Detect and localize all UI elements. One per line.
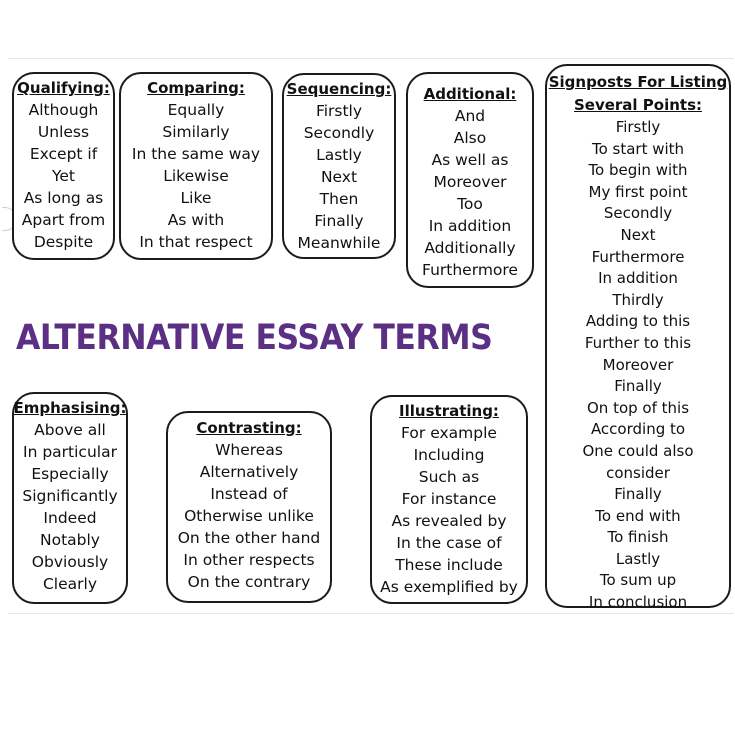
comparing-term: As with — [167, 211, 225, 229]
emphasising-heading: Emphasising: — [13, 399, 127, 417]
comparing-term-list — [132, 99, 260, 253]
signposts-term: To end with — [595, 506, 681, 525]
qualifying-term: Although — [28, 101, 99, 119]
signposts-term: To begin with — [588, 161, 688, 180]
qualifying-heading: Qualifying: — [17, 79, 110, 97]
additional-heading: Additional: — [423, 85, 517, 103]
additional-term-list — [422, 105, 518, 281]
emphasising-term: Obviously — [31, 553, 109, 571]
sequencing-term: Lastly — [316, 146, 362, 164]
contrasting-term: Alternatively — [199, 463, 299, 481]
illustrating-term: In the case of — [396, 534, 502, 552]
comparing-term: Like — [180, 189, 212, 207]
signposts-term: Thirdly — [612, 290, 664, 309]
emphasising-term: Notably — [40, 531, 100, 549]
qualifying-term: Despite — [33, 233, 94, 251]
signposts-term: Moreover — [602, 355, 674, 374]
emphasising-box — [12, 392, 128, 604]
illustrating-term: As revealed by — [391, 512, 507, 530]
signposts-term: consider — [606, 463, 670, 482]
additional-term: Additionally — [424, 239, 516, 257]
sequencing-term: Secondly — [303, 124, 375, 142]
illustrating-term: Including — [413, 446, 485, 464]
signposts-term: Firstly — [615, 118, 661, 136]
signposts-box — [545, 64, 731, 612]
sequencing-term: Firstly — [315, 102, 363, 120]
emphasising-term: In particular — [23, 443, 117, 461]
qualifying-term: Apart from — [21, 211, 106, 229]
comparing-term: Likewise — [163, 167, 229, 185]
signposts-term: According to — [590, 420, 686, 439]
sequencing-term: Then — [319, 190, 359, 208]
comparing-term: In that respect — [139, 233, 253, 251]
illustrating-term-list — [380, 422, 518, 598]
additional-term: Too — [457, 195, 483, 213]
sequencing-term: Meanwhile — [297, 234, 381, 252]
signposts-term: To start with — [591, 139, 685, 158]
contrasting-box — [166, 411, 332, 603]
signposts-heading-line1: Signposts For Listing — [548, 73, 728, 91]
qualifying-box — [12, 72, 115, 260]
signposts-term: To finish — [607, 528, 669, 547]
sequencing-term: Next — [320, 168, 358, 186]
additional-term: Also — [453, 129, 487, 147]
contrasting-term: On the contrary — [187, 573, 311, 591]
illustrating-term: These include — [395, 556, 503, 574]
contrasting-term-list — [178, 439, 321, 593]
sequencing-box — [282, 73, 396, 259]
illustrating-term: For instance — [401, 490, 497, 508]
signposts-term: On top of this — [586, 398, 690, 417]
signposts-term: Further to this — [584, 333, 692, 352]
additional-term: Moreover — [433, 173, 507, 191]
illustrating-term: As exemplified by — [380, 578, 518, 596]
signposts-term: To sum up — [599, 571, 677, 590]
emphasising-term: Especially — [31, 465, 109, 483]
contrasting-term: On the other hand — [177, 529, 321, 547]
contrasting-heading: Contrasting: — [196, 419, 302, 437]
illustrating-heading: Illustrating: — [399, 402, 499, 420]
comparing-term: Similarly — [162, 123, 230, 141]
additional-term: In addition — [428, 217, 512, 235]
signposts-term-list — [582, 117, 693, 614]
poster-title: ALTERNATIVE ESSAY TERMS — [16, 318, 493, 358]
signposts-term: One could also — [582, 441, 694, 460]
signposts-term: Lastly — [615, 549, 661, 568]
signposts-heading-line2: Several Points: — [573, 96, 703, 114]
signposts-term: In addition — [598, 269, 678, 288]
qualifying-term: Except if — [29, 145, 98, 163]
emphasising-term: Indeed — [43, 509, 97, 527]
illustrating-box — [370, 395, 528, 604]
emphasising-term: Significantly — [22, 487, 118, 505]
additional-term: And — [454, 107, 486, 125]
sequencing-heading: Sequencing: — [286, 80, 392, 98]
qualifying-term: As long as — [23, 189, 104, 207]
comparing-term: Equally — [167, 101, 225, 119]
signposts-term: Secondly — [603, 204, 673, 223]
sequencing-term-list — [298, 100, 381, 254]
qualifying-term: Yet — [51, 167, 75, 185]
emphasising-term: Above all — [34, 421, 106, 439]
additional-term: As well as — [431, 151, 509, 169]
contrasting-term: Otherwise unlike — [184, 507, 314, 525]
signposts-term: Finally — [614, 485, 662, 504]
signposts-term: In conclusion — [588, 593, 688, 612]
additional-box — [406, 72, 534, 288]
comparing-term: In the same way — [131, 145, 261, 163]
signposts-term: Next — [620, 225, 656, 244]
illustrating-term: Such as — [418, 468, 480, 486]
signposts-term: Adding to this — [585, 312, 691, 331]
contrasting-term: Whereas — [215, 441, 283, 459]
signposts-term: My first point — [588, 182, 688, 201]
comparing-box — [119, 72, 273, 260]
emphasising-term: Clearly — [42, 575, 97, 593]
emphasising-term-list — [22, 419, 117, 595]
additional-term: Furthermore — [422, 261, 518, 279]
qualifying-term-list — [22, 99, 105, 253]
qualifying-term: Unless — [37, 123, 90, 141]
signposts-term: Finally — [614, 377, 662, 396]
sequencing-term: Finally — [314, 212, 364, 230]
comparing-heading: Comparing: — [147, 79, 245, 97]
contrasting-term: Instead of — [210, 485, 288, 503]
signposts-term: Furthermore — [591, 247, 685, 266]
contrasting-term: In other respects — [183, 551, 315, 569]
illustrating-term: For example — [401, 424, 497, 442]
